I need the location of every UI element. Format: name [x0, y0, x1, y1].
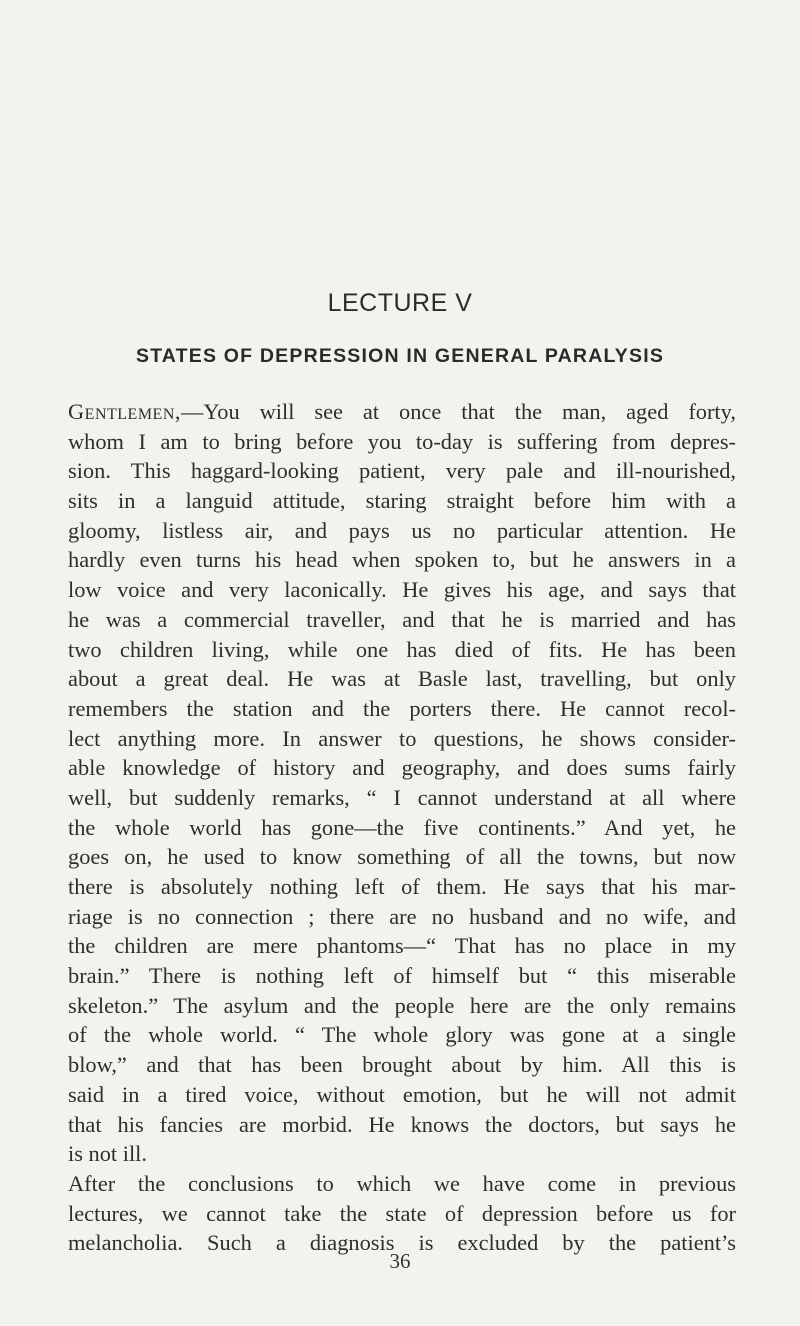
text-line: about a great deal. He was at Basle last, travelling, but only	[68, 666, 736, 692]
text-line: sits in a languid attitude, staring straight before him with a	[68, 488, 736, 514]
text-line: the whole world has gone—the five continents.” And yet, he	[68, 814, 736, 840]
text-line: lectures, we cannot take the state of depression before us for	[68, 1200, 736, 1226]
text-line: After the conclusions to which we have come in previous	[68, 1170, 736, 1196]
body-text	[68, 397, 736, 1258]
text-line: is not ill.	[68, 1141, 148, 1167]
text-line: sion. This haggard-looking patient, very pale and ill-nourished,	[68, 458, 736, 484]
text-line: that his fancies are morbid. He knows the doctors, but says he	[68, 1111, 736, 1137]
text-line: the children are mere phantoms—“ That has no place in my	[68, 933, 736, 959]
text-line: of the whole world. “ The whole glory was gone at a single	[68, 1022, 736, 1048]
text-line: said in a tired voice, without emotion, but he will not admit	[68, 1081, 736, 1107]
text-line: riage is no connection ; there are no husband and no wife, and	[68, 903, 736, 929]
text-line: well, but suddenly remarks, “ I cannot understand at all where	[68, 784, 736, 810]
text-line: gloomy, listless air, and pays us no particular attention. He	[68, 517, 736, 543]
text-line: skeleton.” The asylum and the people here are the only remains	[68, 992, 736, 1018]
page-number: 36	[389, 1249, 411, 1273]
text-line: Gentlemen,—You will see at once that the man, aged forty,	[68, 399, 736, 424]
text-line: remembers the station and the porters there. He cannot recol-	[68, 695, 736, 721]
text-line: he was a commercial traveller, and that he is married and has	[68, 606, 736, 632]
text-line: melancholia. Such a diagnosis is excluded by the patient’s	[68, 1230, 736, 1256]
text-line: low voice and very laconically. He gives his age, and says that	[68, 577, 736, 603]
lecture-title: LECTURE V	[327, 289, 473, 317]
opening-word: Gentlemen,	[68, 399, 181, 424]
chapter-heading: STATES OF DEPRESSION IN GENERAL PARALYSIS	[135, 345, 665, 367]
text-line: two children living, while one has died of fits. He has been	[68, 636, 736, 662]
text-line: able knowledge of history and geography, and does sums fairly	[68, 755, 736, 781]
text-line: there is absolutely nothing left of them. He says that his mar-	[68, 874, 736, 899]
text-line: whom I am to bring before you to-day is suffering from depres-	[68, 428, 736, 454]
text-line: hardly even turns his head when spoken to, but he answers in a	[68, 547, 736, 573]
text-line: brain.” There is nothing left of himself but “ this miserable	[68, 963, 736, 989]
text-line: goes on, he used to know something of all the towns, but now	[68, 844, 736, 870]
text-line: blow,” and that has been brought about by him. All this is	[68, 1052, 736, 1078]
text-line: lect anything more. In answer to questions, he shows consider-	[68, 725, 736, 751]
